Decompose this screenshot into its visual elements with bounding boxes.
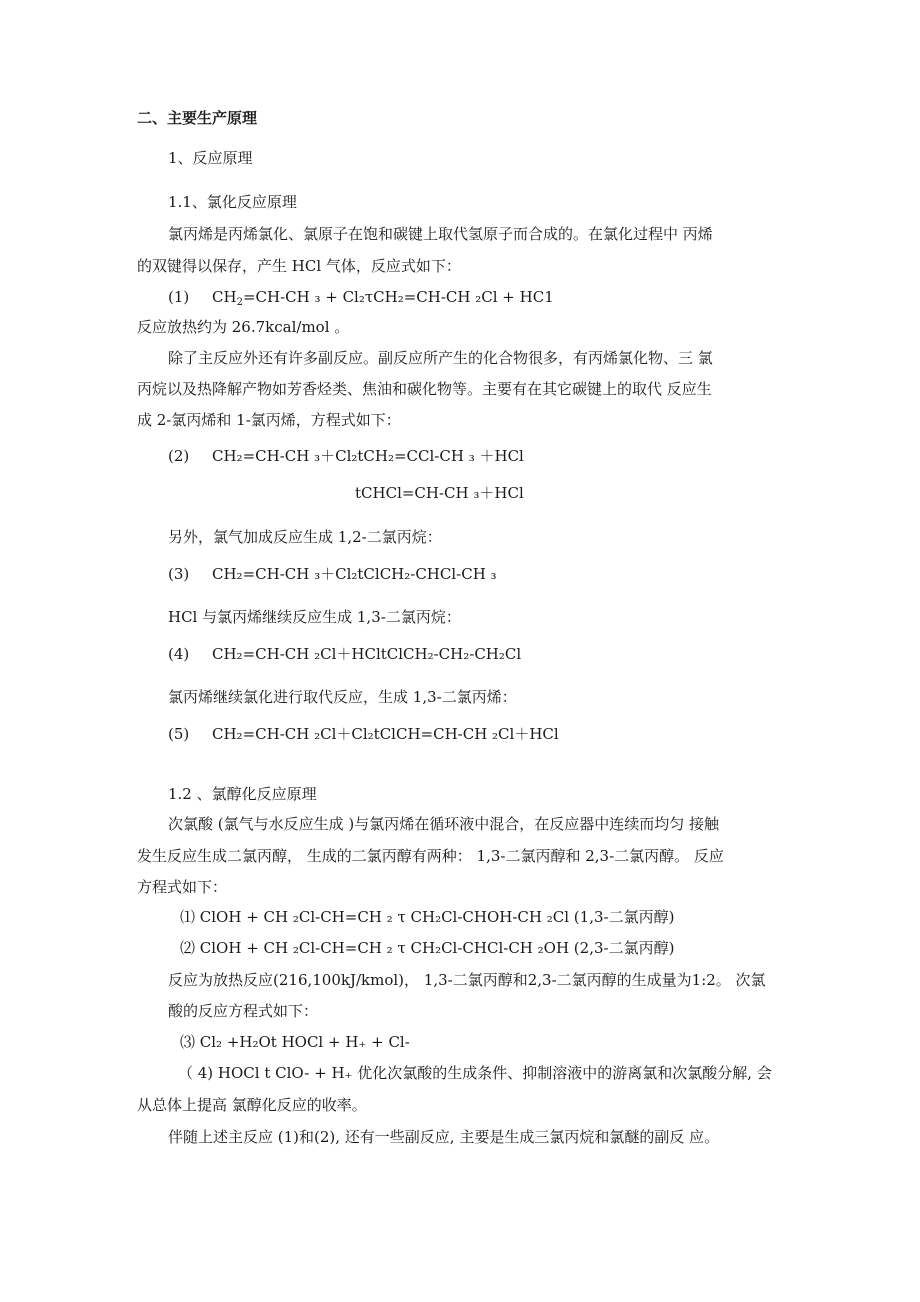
equation-1 bbox=[168, 287, 554, 307]
equation-8: ⑶ Cl₂ +H₂Ot HOCl + H₊ + Cl- bbox=[180, 1033, 410, 1051]
equation-5-text: CH₂=CH-CH ₂Cl＋Cl₂tClCH=CH-CH ₂Cl＋HCl bbox=[212, 725, 559, 743]
heading-reaction-principle: 1、反应原理 bbox=[168, 149, 253, 167]
heading-chlorination-principle: 1.1、氯化反应原理 bbox=[168, 193, 297, 211]
paragraph-3-line-1: 除了主反应外还有许多副反应。副反应所产生的化合物很多，有丙烯氯化物、三 氯 bbox=[168, 349, 713, 367]
paragraph-addition: 另外，氯气加成反应生成 1,2-二氯丙烷： bbox=[168, 528, 442, 546]
paragraph-8-line-2: 酸的反应方程式如下： bbox=[168, 1002, 319, 1020]
paragraph-7-line-2: 发生反应生成二氯丙醇， 生成的二氯丙醇有两种： 1,3-二氯丙醇和 2,3-二氯丙醇。 反应 bbox=[137, 847, 724, 865]
equation-1-rest: =CH-CH ₃ + Cl₂τCH₂=CH-CH ₂Cl + HC1 bbox=[242, 288, 554, 306]
paragraph-side-reactions: 伴随上述主反应 (1)和(2), 还有一些副反应, 主要是生成三氯丙烷和氯醚的副反 应。 bbox=[168, 1128, 720, 1146]
equation-5 bbox=[168, 724, 559, 744]
equation-2-continuation: tCHCl=CH-CH ₃＋HCl bbox=[355, 484, 524, 502]
equation-4 bbox=[168, 644, 521, 664]
equation-2-number: (2) bbox=[168, 447, 190, 465]
equation-3 bbox=[168, 564, 497, 584]
equation-3-text: CH₂=CH-CH ₃＋Cl₂tClCH₂-CHCl-CH ₃ bbox=[212, 565, 497, 583]
paragraph-3-line-2: 丙烷以及热降解产物如芳香烃类、焦油和碳化物等。主要有在其它碳键上的取代 反应生 bbox=[137, 380, 712, 398]
paragraph-7-line-1: 次氯酸 (氯气与水反应生成 )与氯丙烯在循环液中混合，在反应器中连续而均匀 接触 bbox=[168, 815, 720, 833]
paragraph-1-line-1: 氯丙烯是丙烯氯化、氯原子在饱和碳键上取代氢原子而合成的。在氯化过程中 丙烯 bbox=[168, 225, 713, 243]
equation-4-text: CH₂=CH-CH ₂Cl＋HCltClCH₂-CH₂-CH₂Cl bbox=[212, 645, 522, 663]
paragraph-hcl: HCl 与氯丙烯继续反应生成 1,3-二氯丙烷： bbox=[168, 608, 461, 626]
equation-1-subscript: 2 bbox=[236, 297, 243, 308]
paragraph-heat-release: 反应放热约为 26.7kcal/mol 。 bbox=[137, 318, 350, 336]
equation-2-text: CH₂=CH-CH ₃＋Cl₂tCH₂=CCl-CH ₃ ＋HCl bbox=[212, 447, 524, 465]
paragraph-9-line-1: （ 4) HOCl t ClO- + H₊ 优化次氯酸的生成条件、抑制溶液中的游离氯和次氯酸分解, 会 bbox=[178, 1064, 772, 1082]
heading-chlorohydrin-principle: 1.2 、氯醇化反应原理 bbox=[168, 785, 317, 803]
paragraph-3-line-3: 成 2-氯丙烯和 1-氯丙烯，方程式如下： bbox=[137, 411, 401, 429]
paragraph-substitution: 氯丙烯继续氯化进行取代反应，生成 1,3-二氯丙烯： bbox=[168, 688, 517, 706]
paragraph-1-line-2: 的双键得以保存，产生 HCl 气体，反应式如下： bbox=[137, 257, 461, 275]
paragraph-8-line-1: 反应为放热反应(216,100kJ/kmol)， 1,3-二氯丙醇和2,3-二氯丙醇的生成量为1:2。 次氯 bbox=[168, 971, 766, 989]
equation-6: ⑴ ClOH + CH ₂Cl-CH=CH ₂ τ CH₂Cl-CHOH-CH ₂Cl (1,3-二氯丙醇) bbox=[180, 908, 675, 926]
equation-4-number: (4) bbox=[168, 645, 190, 663]
equation-1-lhs: CH bbox=[212, 288, 237, 306]
equation-1-number: (1) bbox=[168, 288, 190, 306]
paragraph-9-line-2: 从总体上提高 氯醇化反应的收率。 bbox=[137, 1096, 367, 1114]
equation-3-number: (3) bbox=[168, 565, 190, 583]
section-title: 二、主要生产原理 bbox=[137, 109, 258, 127]
equation-7: ⑵ ClOH + CH ₂Cl-CH=CH ₂ τ CH₂Cl-CHCl-CH ₂OH (2,3-二氯丙醇) bbox=[180, 939, 675, 957]
equation-5-number: (5) bbox=[168, 725, 190, 743]
paragraph-7-line-3: 方程式如下： bbox=[137, 878, 228, 896]
equation-2 bbox=[168, 446, 524, 466]
